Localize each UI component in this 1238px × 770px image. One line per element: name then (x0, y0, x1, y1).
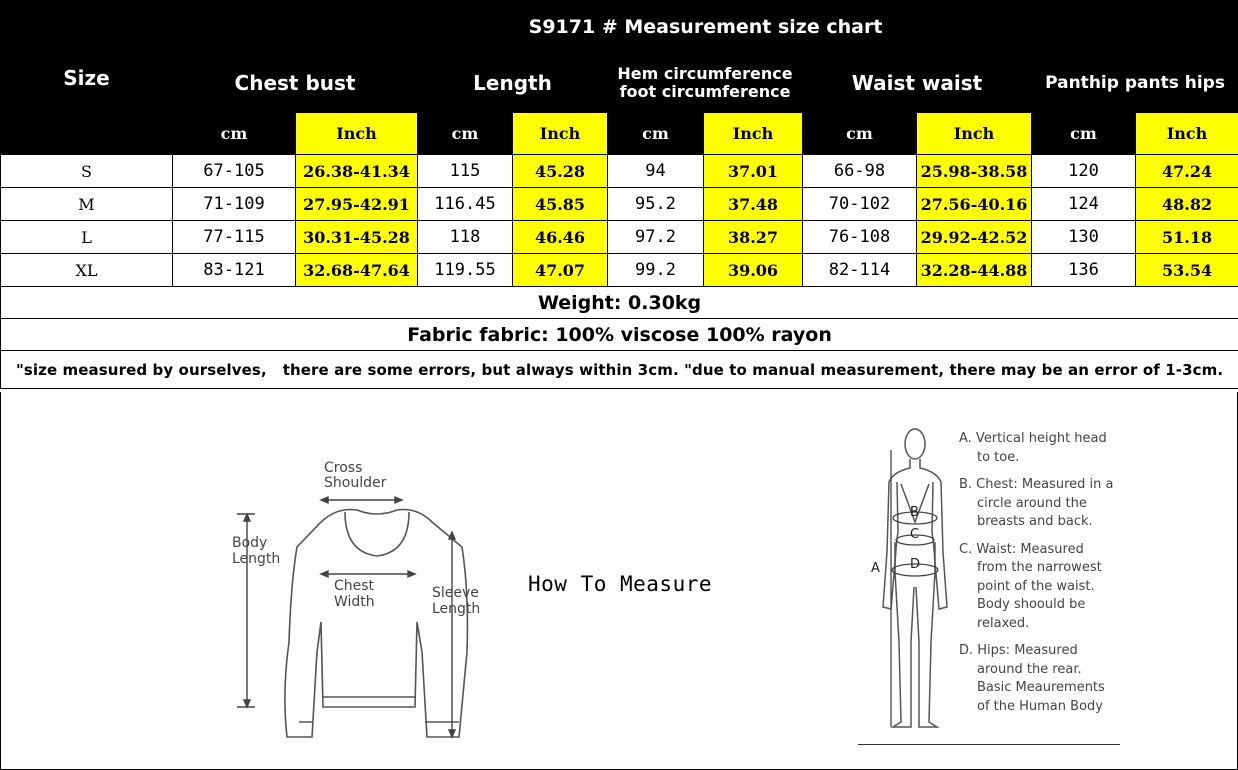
waist-cm-cell: 70-102 (803, 188, 917, 221)
length-inch-cell: 47.07 (513, 254, 608, 287)
hips-inch-cell: 47.24 (1136, 155, 1238, 188)
cross-shoulder-label-1: Cross (324, 460, 363, 476)
hem-cm-cell: 94 (608, 155, 704, 188)
weight-info: Weight: 0.30kg (1, 287, 1238, 319)
hem-inch-cell: 37.01 (704, 155, 803, 188)
cross-shoulder-label-2: Shoulder (324, 475, 387, 491)
hem-header (608, 53, 803, 113)
hips-cm-cell: 124 (1032, 188, 1136, 221)
how-to-measure-title: How To Measure (528, 572, 713, 596)
note-a-line2: to toe. (977, 449, 1020, 465)
size-label: XL (1, 254, 173, 287)
sweater-outline-icon (285, 510, 468, 738)
length-header: Length (418, 53, 608, 113)
hem-cm-cell: 97.2 (608, 221, 704, 254)
unit-inch: Inch (1136, 113, 1238, 155)
size-label: S (1, 155, 173, 188)
body-length-label-1: Body (232, 535, 268, 551)
size-label: M (1, 188, 173, 221)
length-cm-cell: 115 (418, 155, 513, 188)
chest-inch-cell: 26.38-41.34 (296, 155, 418, 188)
note-d-line4: of the Human Body (977, 698, 1103, 714)
waist-header: Waist waist (803, 53, 1032, 113)
chest-cm-cell: 77-115 (173, 221, 296, 254)
chest-width-label-2: Width (334, 594, 375, 610)
unit-inch: Inch (704, 113, 803, 155)
chest-cm-cell: 83-121 (173, 254, 296, 287)
body-label-b: B (910, 505, 919, 520)
note-d-line1: D. Hips: Measured (959, 643, 1078, 658)
unit-cm: cm (608, 113, 704, 155)
how-to-measure-panel (0, 392, 1238, 770)
sleeve-length-label-2: Length (432, 601, 481, 617)
table-row (1, 188, 1238, 221)
length-inch-cell: 45.85 (513, 188, 608, 221)
note-c-line5: relaxed. (977, 615, 1030, 631)
unit-cm: cm (803, 113, 917, 155)
hips-cm-cell: 136 (1032, 254, 1136, 287)
unit-inch: Inch (513, 113, 608, 155)
unit-inch: Inch (296, 113, 418, 155)
chest-header: Chest bust (173, 53, 418, 113)
hem-header-line2: foot circumference (619, 81, 791, 101)
body-label-a: A (871, 561, 880, 576)
hem-inch-cell: 37.48 (704, 188, 803, 221)
length-cm-cell: 116.45 (418, 188, 513, 221)
hem-header-line1: Hem circumference (617, 63, 793, 83)
hips-inch-cell: 48.82 (1136, 188, 1238, 221)
hips-cm-cell: 120 (1032, 155, 1136, 188)
body-label-d: D (910, 557, 921, 572)
unit-inch: Inch (917, 113, 1032, 155)
hips-inch-cell: 53.54 (1136, 254, 1238, 287)
length-inch-cell: 45.28 (513, 155, 608, 188)
hem-cm-cell: 95.2 (608, 188, 704, 221)
waist-inch-cell: 32.28-44.88 (917, 254, 1032, 287)
measurement-note: "size measured by ourselves, there are some errors, but always within 3cm. "due to manual measurement, there may be an error of 1-3cm. (1, 351, 1238, 389)
waist-inch-cell: 27.56-40.16 (917, 188, 1032, 221)
chest-cm-cell: 67-105 (173, 155, 296, 188)
table-row (1, 254, 1238, 287)
note-b-line3: breasts and back. (977, 514, 1093, 529)
body-measurement-notes (959, 430, 1139, 725)
note-c-line1: C. Waist: Measured (959, 541, 1084, 557)
chest-inch-cell: 32.68-47.64 (296, 254, 418, 287)
note-c-line2: from the narrowest (977, 560, 1102, 575)
hem-inch-cell: 38.27 (704, 221, 803, 254)
fabric-info: Fabric fabric: 100% viscose 100% rayon (1, 319, 1238, 351)
body-length-label-2: Length (232, 551, 281, 567)
waist-cm-cell: 76-108 (803, 221, 917, 254)
body-label-c: C (910, 527, 920, 542)
chart-title: S9171 # Measurement size chart (173, 1, 1238, 53)
note-a-line1: A. Vertical height head (959, 431, 1107, 446)
unit-cm: cm (173, 113, 296, 155)
length-inch-cell: 46.46 (513, 221, 608, 254)
length-cm-cell: 119.55 (418, 254, 513, 287)
note-c-line3: point of the waist. (977, 578, 1095, 594)
hips-header: Panthip pants hips (1032, 53, 1238, 113)
sweater-diagram (227, 452, 527, 752)
waist-inch-cell: 29.92-42.52 (917, 221, 1032, 254)
size-column-header: Size (1, 1, 173, 155)
length-cm-cell: 118 (418, 221, 513, 254)
hips-cm-cell: 130 (1032, 221, 1136, 254)
chest-width-label-1: Chest (334, 578, 375, 594)
note-d-line2: around the rear. (977, 661, 1082, 677)
chest-inch-cell: 30.31-45.28 (296, 221, 418, 254)
waist-inch-cell: 25.98-38.58 (917, 155, 1032, 188)
hips-inch-cell: 51.18 (1136, 221, 1238, 254)
table-row (1, 155, 1238, 188)
note-d-line3: Basic Meaurements (977, 680, 1105, 695)
unit-cm: cm (418, 113, 513, 155)
sleeve-length-label-1: Sleeve (432, 585, 479, 601)
note-b-line1: B. Chest: Measured in a (959, 477, 1114, 492)
hem-inch-cell: 39.06 (704, 254, 803, 287)
chest-cm-cell: 71-109 (173, 188, 296, 221)
chest-inch-cell: 27.95-42.91 (296, 188, 418, 221)
table-row (1, 221, 1238, 254)
unit-cm: cm (1032, 113, 1136, 155)
size-label: L (1, 221, 173, 254)
body-figure-icon (853, 422, 973, 752)
waist-cm-cell: 82-114 (803, 254, 917, 287)
note-c-line4: Body shoould be (977, 597, 1086, 612)
waist-cm-cell: 66-98 (803, 155, 917, 188)
note-b-line2: circle around the (977, 495, 1087, 511)
divider (858, 744, 1120, 745)
hem-cm-cell: 99.2 (608, 254, 704, 287)
